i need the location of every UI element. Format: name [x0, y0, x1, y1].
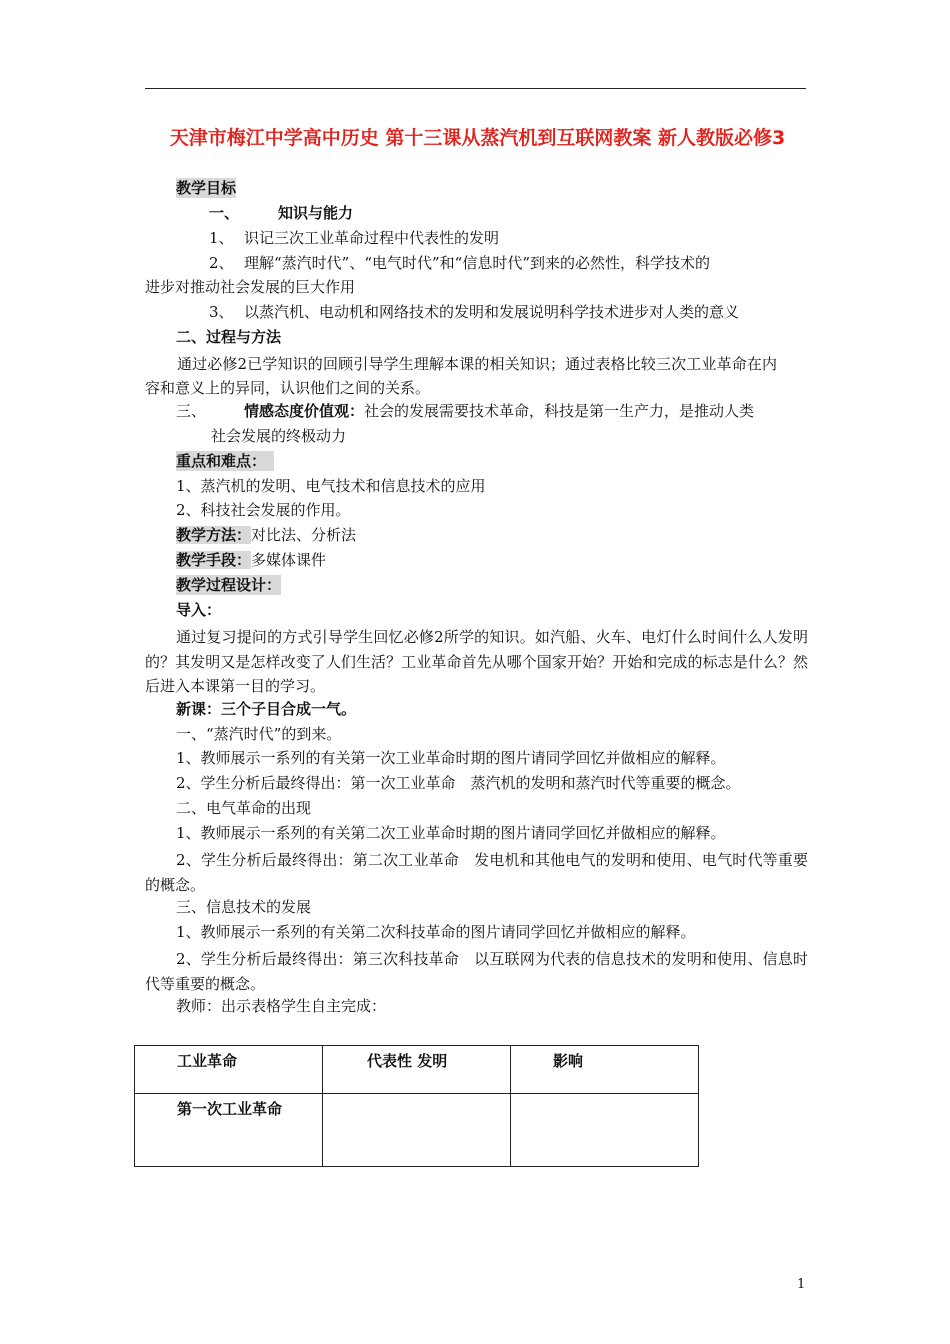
item1-text: 识记三次工业革命过程中代表性的发明 [244, 229, 500, 247]
part2-title: 二、电气革命的出现 [176, 799, 312, 817]
item2-number: 2、 [209, 254, 234, 272]
part2-step1: 1、教师展示一系列的有关第二次工业革命时期的图片请同学回忆并做相应的解释。 [176, 824, 726, 842]
section2-title: 二、过程与方法 [176, 328, 282, 346]
part3-title: 三、信息技术的发展 [176, 898, 312, 916]
comparison-table [134, 1045, 699, 1167]
part1-title: 一、“蒸汽时代”的到来。 [176, 725, 342, 743]
table-cell: 第一次工业革命 [135, 1094, 323, 1167]
keypoint-1: 1、蒸汽机的发明、电气技术和信息技术的应用 [176, 477, 486, 495]
item2-text-line2: 进步对推动社会发展的巨大作用 [145, 278, 356, 296]
newlesson-heading: 新课：三个子目合成一气。 [176, 700, 357, 718]
means-value: 多媒体课件 [251, 551, 327, 569]
part3-step1: 1、教师展示一系列的有关第二次科技革命的图片请同学回忆并做相应的解释。 [176, 923, 696, 941]
table-cell [511, 1094, 699, 1167]
objectives-heading: 教学目标 [176, 179, 237, 197]
section3-number: 三、 [176, 402, 207, 420]
header-rule [145, 88, 806, 89]
document-title: 天津市梅江中学高中历史 第十三课从蒸汽机到互联网教案 新人教版必修3 [169, 127, 786, 149]
item3-text: 以蒸汽机、电动机和网络技术的发明和发展说明科学技术进步对人类的意义 [244, 303, 740, 321]
item1-number: 1、 [209, 229, 234, 247]
table-cell [323, 1094, 511, 1167]
table-header-cell: 代表性 发明 [323, 1046, 511, 1094]
means-label: 教学手段： [176, 551, 252, 569]
table-row [135, 1094, 699, 1167]
part3-step2: 2、学生分析后最终得出：第三次科技革命 以互联网为代表的信息技术的发明和使用、信息时代等重要的概念。 [145, 950, 808, 993]
keypoints-heading: 重点和难点： [176, 451, 274, 471]
section3-text-line2: 社会发展的终极动力 [211, 427, 347, 445]
section3-title: 情感态度价值观： [244, 402, 365, 420]
section2-text: 通过必修2已学知识的回顾引导学生理解本课的相关知识；通过表格比较三次工业革命在内容和意义上的异同，认识他们之间的关系。 [145, 355, 777, 397]
section1-title: 知识与能力 [278, 204, 354, 222]
method-value: 对比法、分析法 [251, 526, 357, 544]
part1-step2: 2、学生分析后最终得出：第一次工业革命 蒸汽机的发明和蒸汽时代等重要的概念。 [176, 774, 741, 792]
part1-step1: 1、教师展示一系列的有关第一次工业革命时期的图片请同学回忆并做相应的解释。 [176, 749, 726, 767]
section1-number: 一、 [209, 204, 240, 222]
teacher-instruction: 教师：出示表格学生自主完成： [176, 997, 387, 1015]
table-header-row [135, 1046, 699, 1094]
method-label: 教学方法： [176, 526, 252, 544]
item2-text-line1: 理解“蒸汽时代”、“电气时代”和“信息时代”到来的必然性，科学技术的 [244, 254, 711, 272]
process-heading: 教学过程设计： [176, 576, 282, 594]
table-header-cell: 影响 [511, 1046, 699, 1094]
part2-step2: 2、学生分析后最终得出：第二次工业革命 发电机和其他电气的发明和使用、电气时代等重要的概念。 [145, 851, 808, 894]
intro-heading: 导入： [176, 601, 222, 619]
keypoint-2: 2、科技社会发展的作用。 [176, 501, 351, 519]
table-header-cell: 工业革命 [135, 1046, 323, 1094]
page-number: 1 [797, 1277, 806, 1292]
section3-text-line1: 社会的发展需要技术革命，科技是第一生产力，是推动人类 [364, 402, 755, 420]
item3-number: 3、 [209, 303, 234, 321]
intro-text: 通过复习提问的方式引导学生回忆必修2所学的知识。如汽船、火车、电灯什么时间什么人发明的？其发明又是怎样改变了人们生活？工业革命首先从哪个国家开始？开始和完成的标志是什么？然后进入本课第一目的学习。 [145, 628, 808, 695]
